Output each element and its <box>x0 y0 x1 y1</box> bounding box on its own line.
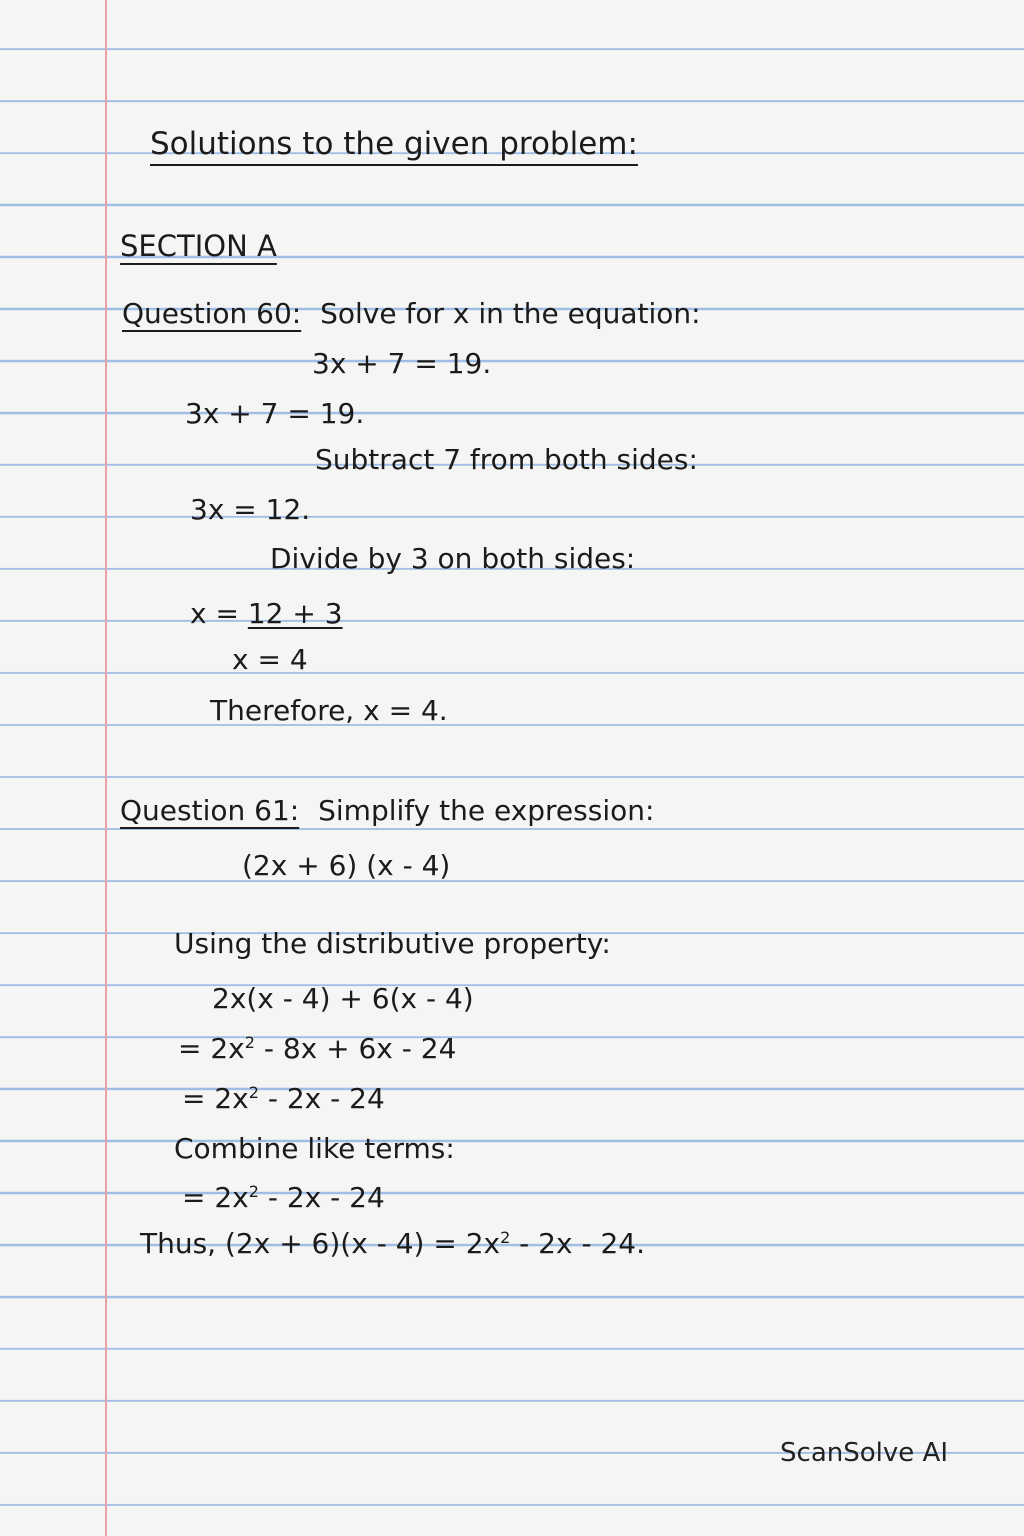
exponent: 2 <box>248 1083 259 1102</box>
q61-step1: 2x(x - 4) + 6(x - 4) <box>212 982 474 1015</box>
question-61-line <box>120 795 654 827</box>
q60-step3-rhs: 12 + 3 <box>247 597 343 630</box>
q61-step2 <box>178 1033 456 1065</box>
q60-step4: x = 4 <box>232 643 308 676</box>
q61-step4-rest: - 2x - 24 <box>258 1181 385 1214</box>
q61-step3-term: = 2x <box>182 1082 249 1115</box>
q60-conclusion: Therefore, x = 4. <box>210 694 448 727</box>
q60-note-divide: Divide by 3 on both sides: <box>270 542 636 575</box>
section-heading: SECTION A <box>120 229 277 263</box>
question-60-line <box>122 298 701 330</box>
q60-step3-lhs: x = <box>190 597 239 630</box>
q61-conclusion-rest: - 2x - 24. <box>510 1227 645 1260</box>
question-61-expression: (2x + 6) (x - 4) <box>242 849 451 882</box>
q61-conclusion-main: Thus, (2x + 6)(x - 4) = 2x <box>140 1227 501 1260</box>
q61-note-distributive: Using the distributive property: <box>174 927 611 960</box>
question-61-prompt: Simplify the expression: <box>318 794 655 827</box>
q61-step3 <box>182 1083 385 1115</box>
exponent: 2 <box>244 1033 255 1052</box>
brand-watermark: ScanSolve AI <box>780 1438 948 1468</box>
q60-step2: 3x = 12. <box>190 493 311 526</box>
q61-step4-term: = 2x <box>182 1181 249 1214</box>
q60-step3 <box>190 598 343 630</box>
q61-step2-term: = 2x <box>178 1032 245 1065</box>
q61-step3-rest: - 2x - 24 <box>258 1082 385 1115</box>
exponent: 2 <box>248 1182 259 1201</box>
q61-step2-rest: - 8x + 6x - 24 <box>254 1032 457 1065</box>
question-60-prompt: Solve for x in the equation: <box>320 297 701 330</box>
q60-note-subtract: Subtract 7 from both sides: <box>315 443 698 476</box>
question-60-label: Question 60: <box>122 297 302 330</box>
q60-step1: 3x + 7 = 19. <box>185 397 365 430</box>
question-61-label: Question 61: <box>120 794 300 827</box>
q61-note-combine: Combine like terms: <box>174 1132 455 1165</box>
page-title: Solutions to the given problem: <box>150 126 638 162</box>
q61-step4 <box>182 1182 385 1214</box>
q61-conclusion <box>140 1228 645 1260</box>
exponent: 2 <box>500 1228 511 1247</box>
question-60-equation: 3x + 7 = 19. <box>312 347 492 380</box>
margin-line <box>105 0 107 1536</box>
